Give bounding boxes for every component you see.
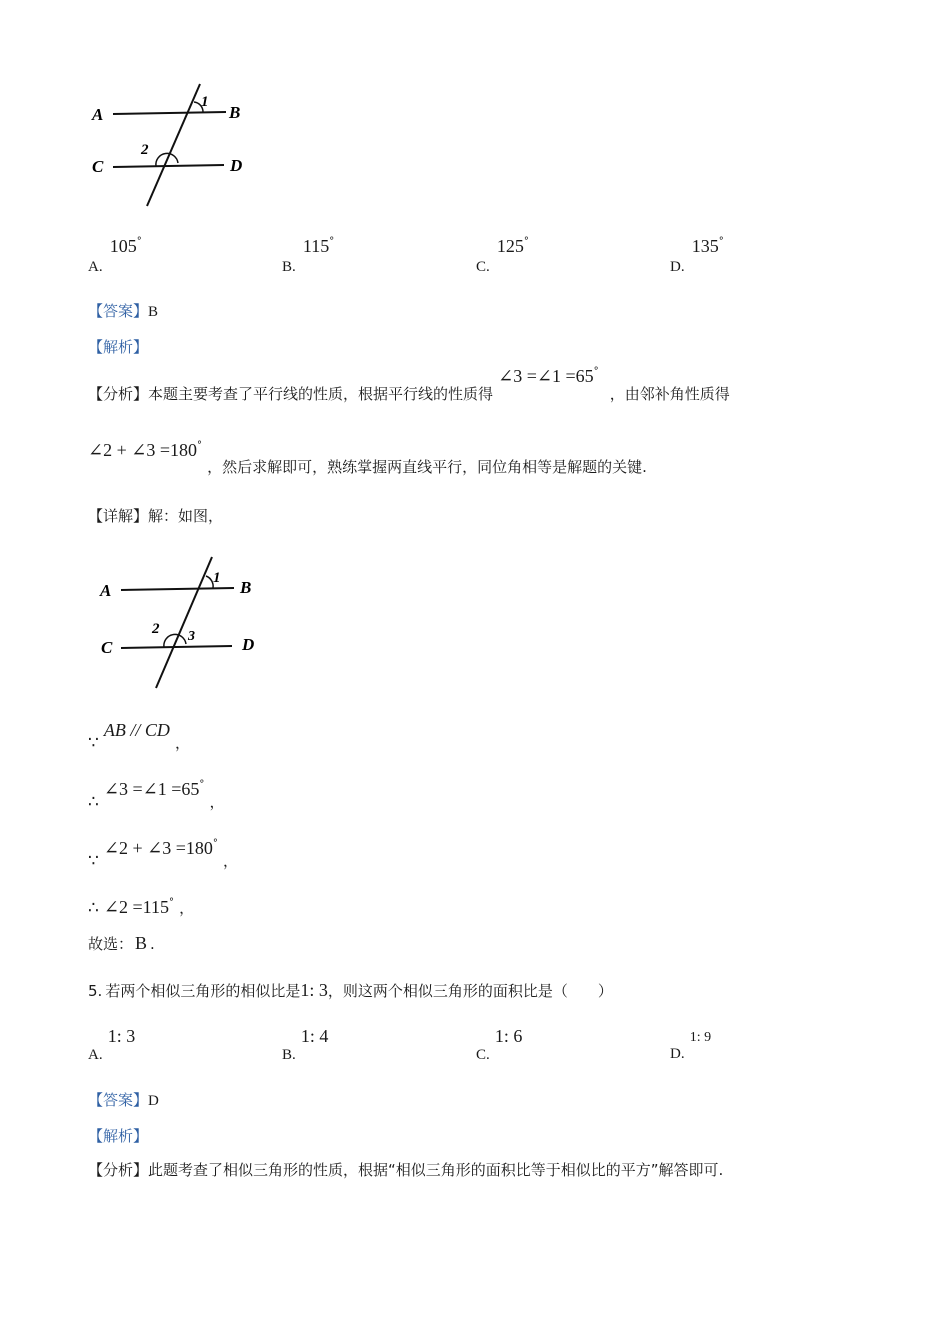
q4-analysis-tag: 【解析】 <box>88 338 149 356</box>
q4-answer: 【答案】B <box>88 302 159 320</box>
step-4: ∴ ∠2 =115° ， <box>88 897 195 918</box>
q5-option-d: D. 1: 9 <box>670 1030 712 1062</box>
label-b: B <box>240 578 252 597</box>
q5-option-b: B. 1: 4 <box>282 1026 329 1063</box>
q4-detail: 【详解】解：如图， <box>88 507 224 525</box>
label-a: A <box>100 581 112 600</box>
step-3: ∵ ∠2 + ∠3 =180° ， <box>88 838 238 871</box>
figure-parallel-lines-2 <box>96 553 266 697</box>
label-angle-2: 2 <box>141 142 149 158</box>
q4-option-d: D. 135° <box>670 236 724 275</box>
label-angle-3: 3 <box>188 629 195 644</box>
q4-fenxi-line2: ∠2 + ∠3 =180° ，然后求解即可，熟练掌握两直线平行，同位角相等是解题的关键. <box>88 440 647 476</box>
q4-fenxi-line1: 【分析】本题主要考查了平行线的性质，根据平行线的性质得 ∠3 =∠1 =65° ，由邻补角性质得 <box>88 366 730 403</box>
label-c: C <box>101 638 113 657</box>
label-a: A <box>92 105 104 124</box>
label-angle-1: 1 <box>201 94 209 110</box>
label-angle-2: 2 <box>152 621 160 637</box>
label-c: C <box>92 157 104 176</box>
label-d: D <box>230 156 243 175</box>
figure-parallel-lines-1 <box>88 80 258 210</box>
step-1: ∵ AB // CD ， <box>88 720 191 753</box>
label-angle-1: 1 <box>213 570 221 586</box>
q4-option-a: A. 105° <box>88 236 142 275</box>
q5-question: 5. 若两个相似三角形的相似比是1: 3，则这两个相似三角形的面积比是（ ） <box>88 980 613 1000</box>
q5-fenxi: 【分析】此题考查了相似三角形的性质，根据“相似三角形的面积比等于相似比的平方”解答即可. <box>88 1161 724 1179</box>
label-b: B <box>229 103 241 122</box>
choose-line: 故选： B . <box>88 933 155 953</box>
q5-option-a: A. 1: 3 <box>88 1026 136 1063</box>
step-2: ∴ ∠3 =∠1 =65° ， <box>88 779 225 812</box>
q4-option-b: B. 115° <box>282 236 335 275</box>
q4-option-c: C. 125° <box>476 236 529 275</box>
q5-analysis-tag: 【解析】 <box>88 1127 149 1145</box>
q5-option-c: C. 1: 6 <box>476 1026 523 1063</box>
q5-answer: 【答案】D <box>88 1091 159 1109</box>
label-d: D <box>242 635 255 654</box>
